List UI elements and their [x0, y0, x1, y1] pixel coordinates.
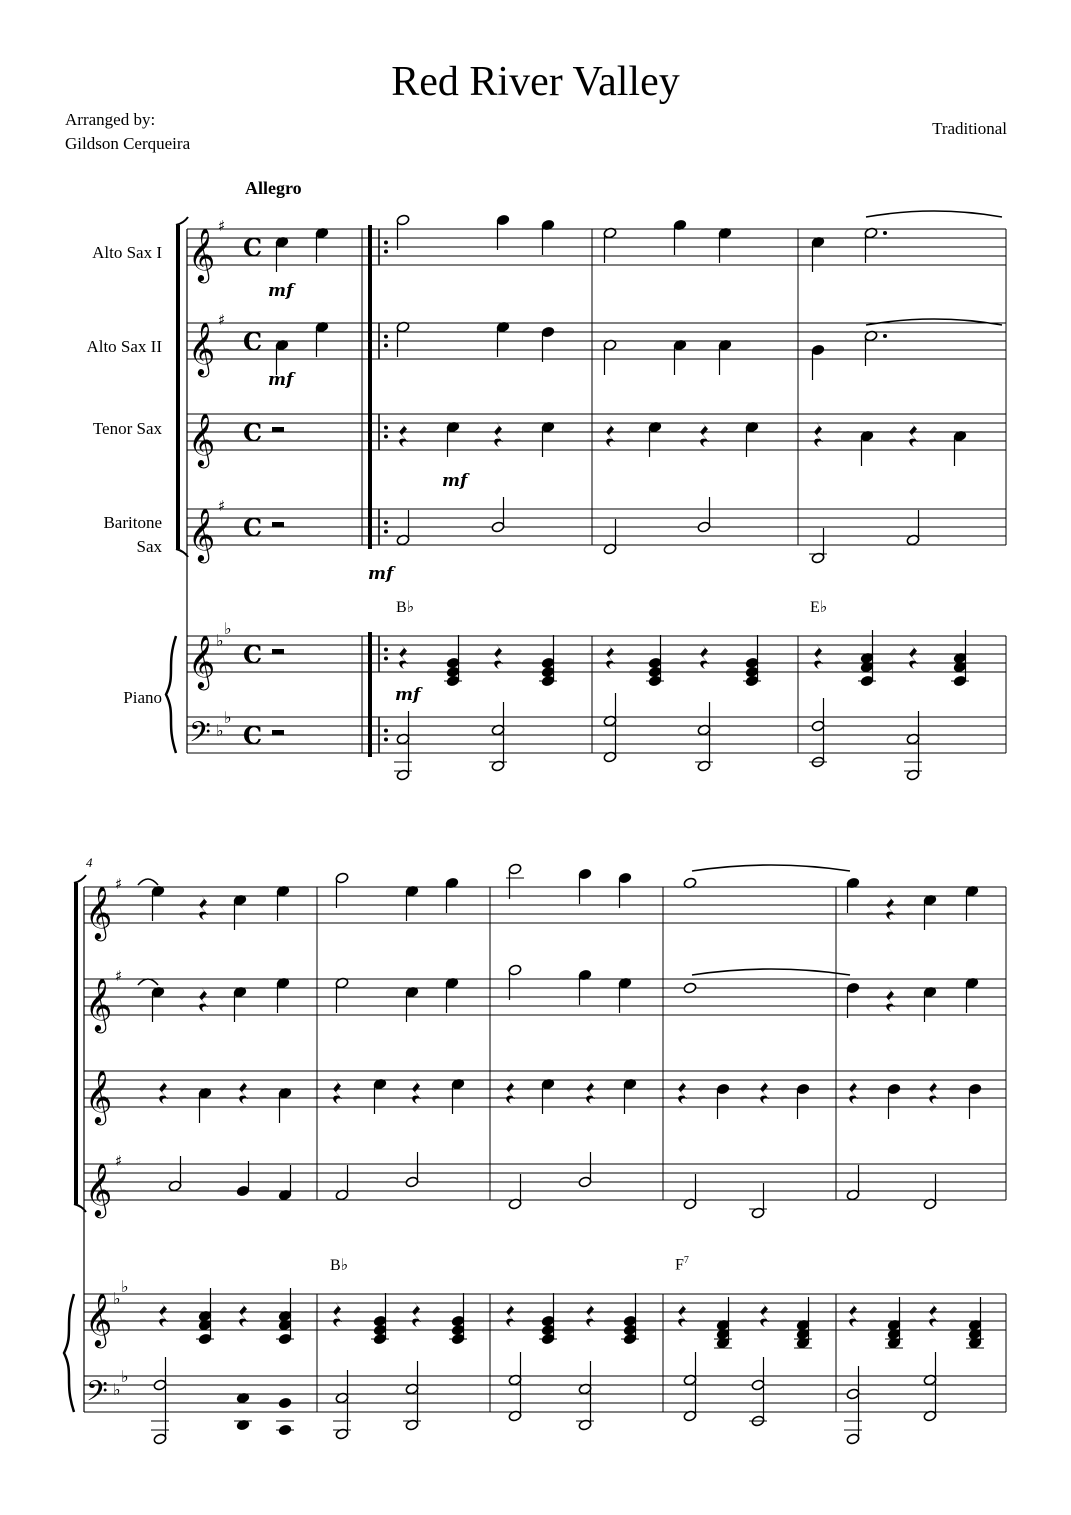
- repeat-dot: [384, 521, 388, 525]
- chord-note-head: [541, 1315, 555, 1327]
- quarter-rest: [886, 895, 895, 920]
- key-sharp: ♯: [115, 875, 123, 893]
- note-head: [683, 982, 697, 994]
- treble-clef-icon: 𝄞: [85, 977, 113, 1031]
- key-flat-bass: ♭: [121, 1367, 129, 1386]
- chord-note-head: [446, 657, 460, 669]
- quarter-rest: [399, 644, 408, 669]
- quarter-rest: [506, 1079, 515, 1104]
- treble-clef-icon: 𝄞: [85, 885, 113, 939]
- quarter-rest: [760, 1302, 769, 1327]
- treble-clef-icon: 𝄞: [188, 321, 216, 375]
- half-rest: [272, 522, 284, 527]
- treble-clef-icon: 𝄞: [85, 1069, 113, 1123]
- note-head: [491, 521, 505, 533]
- note-head: [541, 326, 555, 338]
- dynamic-mf: mf: [268, 370, 294, 390]
- bracket-hook: [176, 217, 188, 225]
- chord-note-head: [451, 1315, 465, 1327]
- bass-note-head: [846, 1433, 860, 1445]
- key-sharp: ♯: [115, 967, 123, 985]
- bass-note-head: [153, 1379, 167, 1391]
- tie: [138, 879, 158, 885]
- bar-number: 4: [86, 855, 93, 870]
- bass-note-head: [751, 1379, 765, 1391]
- time-signature: C: [243, 640, 263, 669]
- repeat-dot: [384, 335, 388, 339]
- chord-symbol-bflat-1: B♭: [396, 599, 415, 616]
- half-rest: [272, 730, 284, 735]
- repeat-dot: [384, 426, 388, 430]
- time-signature: C: [243, 513, 263, 542]
- quarter-rest: [700, 644, 709, 669]
- quarter-rest: [700, 422, 709, 447]
- chord-symbol-eflat: E♭: [810, 599, 828, 616]
- note-head: [508, 863, 522, 875]
- instrument-tenor-sax: Tenor Sax: [92, 419, 162, 438]
- quarter-rest: [199, 895, 208, 920]
- chord-f7-root: F: [675, 1256, 684, 1274]
- quarter-rest: [678, 1302, 687, 1327]
- quarter-rest: [678, 1079, 687, 1104]
- note-head: [236, 1185, 250, 1197]
- chord-note-head: [745, 666, 759, 678]
- bass-clef-icon: 𝄢: [189, 716, 211, 756]
- quarter-rest: [814, 644, 823, 669]
- key-sharp: ♯: [218, 497, 226, 515]
- augmentation-dot: [883, 334, 887, 338]
- note-head: [405, 1176, 419, 1188]
- chord-note-head: [541, 1324, 555, 1336]
- bracket-hook: [176, 549, 188, 557]
- quarter-rest: [506, 1302, 515, 1327]
- bracket-hook: [74, 875, 86, 883]
- chord-note-head: [648, 657, 662, 669]
- quarter-rest: [586, 1079, 595, 1104]
- key-flat: ♭: [216, 631, 224, 650]
- bass-clef-icon: 𝄢: [86, 1375, 108, 1415]
- note-head: [618, 872, 632, 884]
- key-flat-bass: ♭: [113, 1380, 121, 1399]
- instrument-alto-sax-2: Alto Sax II: [86, 337, 162, 356]
- chord-note-head: [745, 657, 759, 669]
- chord-note-head: [373, 1324, 387, 1336]
- note-head: [496, 214, 510, 226]
- quarter-rest: [159, 1079, 168, 1104]
- chord-note-head: [623, 1315, 637, 1327]
- key-flat: ♭: [113, 1289, 121, 1308]
- bass-note-head: [811, 720, 825, 732]
- arranger-name: Gildson Cerqueira: [65, 134, 191, 153]
- tie: [138, 979, 158, 985]
- quarter-rest: [606, 644, 615, 669]
- chord-note-head: [451, 1324, 465, 1336]
- repeat-dot: [384, 344, 388, 348]
- key-flat-bass: ♭: [224, 708, 232, 727]
- note-head: [396, 214, 410, 226]
- quarter-rest: [849, 1302, 858, 1327]
- piano-brace: [64, 1294, 74, 1412]
- chord-note-head: [541, 666, 555, 678]
- quarter-rest: [849, 1079, 858, 1104]
- half-rest: [272, 649, 284, 654]
- quarter-rest: [239, 1302, 248, 1327]
- quarter-rest: [333, 1079, 342, 1104]
- note-head: [335, 872, 349, 884]
- repeat-dot: [384, 729, 388, 733]
- tie-to-next-system: [866, 211, 1002, 217]
- chord-symbol-bflat-2: B♭: [330, 1257, 349, 1274]
- arranger-label: Arranged by:: [65, 110, 156, 129]
- quarter-rest: [199, 987, 208, 1012]
- repeat-dot: [384, 738, 388, 742]
- note-head: [578, 1176, 592, 1188]
- key-flat: ♭: [121, 1277, 129, 1296]
- note-head: [887, 1083, 901, 1095]
- dynamic-mf: mf: [268, 281, 294, 301]
- note-head: [508, 964, 522, 976]
- quarter-rest: [760, 1079, 769, 1104]
- page-title: Red River Valley: [391, 59, 680, 105]
- time-signature: C: [243, 327, 263, 356]
- key-flat: ♭: [224, 619, 232, 638]
- instrument-alto-sax-1: Alto Sax I: [92, 243, 162, 262]
- quarter-rest: [929, 1302, 938, 1327]
- dynamic-mf: mf: [442, 471, 468, 491]
- instrument-baritone-sax-line2: Sax: [136, 537, 162, 556]
- quarter-rest: [159, 1302, 168, 1327]
- quarter-rest: [239, 1079, 248, 1104]
- note-head: [968, 1083, 982, 1095]
- repeat-dot: [384, 648, 388, 652]
- repeat-dot: [384, 435, 388, 439]
- quarter-rest: [886, 987, 895, 1012]
- tie-to-next-system: [866, 319, 1002, 325]
- quarter-rest: [909, 422, 918, 447]
- quarter-rest: [929, 1079, 938, 1104]
- quarter-rest: [494, 644, 503, 669]
- time-signature: C: [243, 233, 263, 262]
- repeat-dot: [384, 530, 388, 534]
- quarter-rest: [814, 422, 823, 447]
- key-sharp: ♯: [115, 1152, 123, 1170]
- time-signature: C: [243, 721, 263, 750]
- note-head: [796, 1083, 810, 1095]
- chord-note-head: [373, 1315, 387, 1327]
- quarter-rest: [494, 422, 503, 447]
- dynamic-mf: mf: [368, 564, 394, 584]
- key-flat-bass: ♭: [216, 721, 224, 740]
- treble-clef-icon: 𝄞: [188, 634, 216, 688]
- composer: Traditional: [932, 119, 1007, 138]
- note-head: [716, 1083, 730, 1095]
- quarter-rest: [606, 422, 615, 447]
- chord-note-head: [623, 1324, 637, 1336]
- chord-symbol-f7: [675, 1255, 689, 1274]
- bass-note-head: [153, 1433, 167, 1445]
- quarter-rest: [412, 1079, 421, 1104]
- tie: [692, 865, 850, 871]
- tie: [692, 969, 850, 975]
- quarter-rest: [333, 1302, 342, 1327]
- quarter-rest: [586, 1302, 595, 1327]
- treble-clef-icon: 𝄞: [188, 227, 216, 281]
- key-sharp: ♯: [218, 217, 226, 235]
- augmentation-dot: [883, 231, 887, 235]
- time-signature: C: [243, 418, 263, 447]
- note-head: [578, 868, 592, 880]
- piano-brace: [166, 636, 176, 753]
- chord-f7-extension: 7: [683, 1255, 689, 1266]
- repeat-dot: [384, 250, 388, 254]
- quarter-rest: [399, 422, 408, 447]
- chord-note-head: [648, 666, 662, 678]
- chord-note-head: [446, 666, 460, 678]
- note-head: [697, 521, 711, 533]
- quarter-rest: [412, 1302, 421, 1327]
- treble-clef-icon: 𝄞: [85, 1162, 113, 1216]
- treble-clef-icon: 𝄞: [85, 1292, 113, 1346]
- instrument-baritone-sax-line1: Baritone: [103, 513, 162, 532]
- key-sharp: ♯: [218, 311, 226, 329]
- chord-note-head: [541, 657, 555, 669]
- note-head: [846, 982, 860, 994]
- treble-clef-icon: 𝄞: [188, 507, 216, 561]
- tempo-marking: Allegro: [245, 178, 302, 198]
- dynamic-mf: mf: [395, 685, 421, 705]
- quarter-rest: [909, 644, 918, 669]
- half-rest: [272, 427, 284, 432]
- bass-note-head: [846, 1388, 860, 1400]
- chord-note-head: [278, 1397, 292, 1409]
- treble-clef-icon: 𝄞: [188, 412, 216, 466]
- note-head: [811, 344, 825, 356]
- instrument-piano: Piano: [123, 688, 162, 707]
- repeat-dot: [384, 241, 388, 245]
- repeat-dot: [384, 657, 388, 661]
